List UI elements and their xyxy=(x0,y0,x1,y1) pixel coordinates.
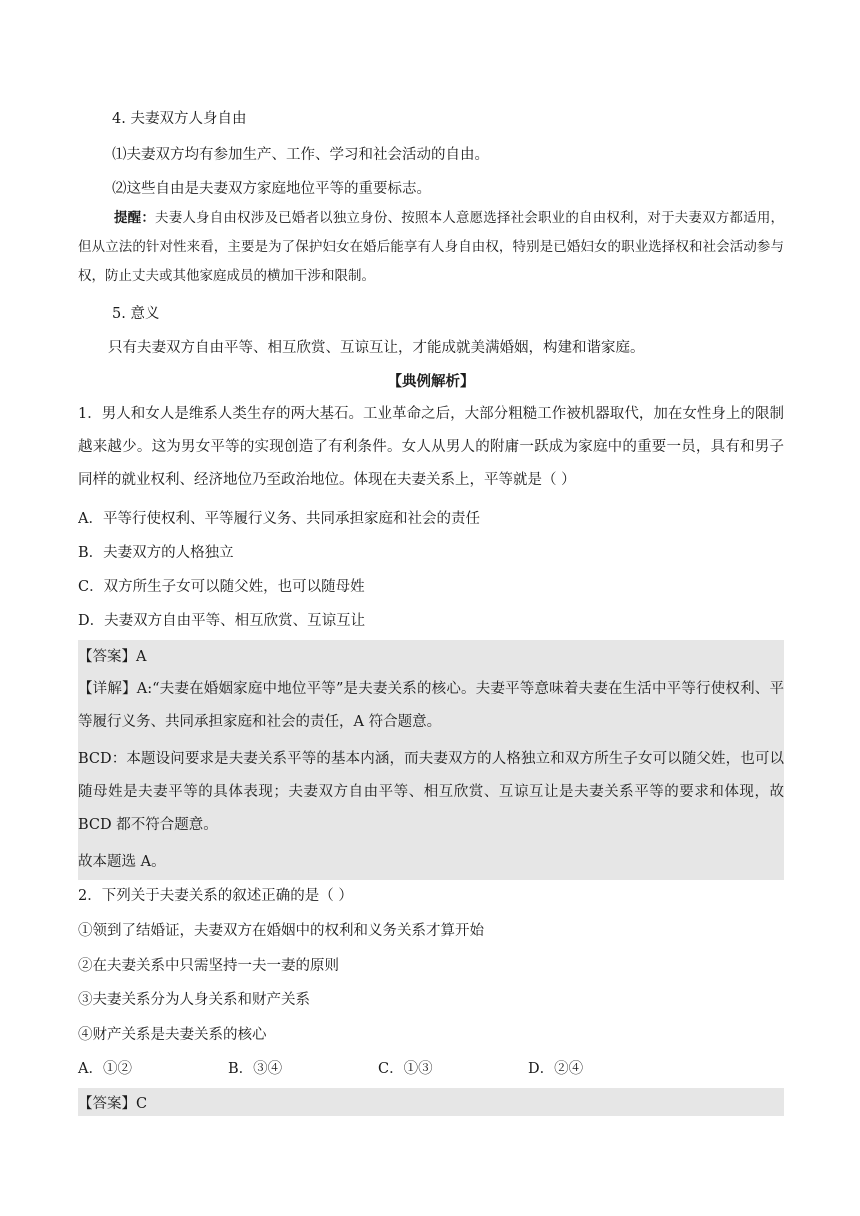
q2-option-b: B．③④ xyxy=(228,1061,283,1077)
examples-title: 【典例解析】 xyxy=(387,373,475,390)
q1-detail-a xyxy=(78,673,784,739)
section4-point2: ⑵这些自由是夫妻双方家庭地位平等的重要标志。 xyxy=(112,181,431,197)
q2-option-d: D．②④ xyxy=(528,1061,584,1077)
q1-conclusion: 故本题选 A。 xyxy=(78,854,166,870)
q1-detail-a-text: A:“夫妻在婚姻家庭中地位平等”是夫妻关系的核心。夫妻平等意味着夫妻在生活中平等行使权利、平等履行义务、共同承担家庭和社会的责任，A 符合题意。 xyxy=(78,681,784,730)
q2-item-4: ④财产关系是夫妻关系的核心 xyxy=(78,1027,267,1043)
q1-option-d: D．夫妻双方自由平等、相互欣赏、互谅互让 xyxy=(78,613,366,629)
q2-option-c: C．①③ xyxy=(378,1061,433,1077)
tip-label: 提醒： xyxy=(114,210,156,226)
q2-item-2: ②在夫妻关系中只需坚持一夫一妻的原则 xyxy=(78,958,339,974)
section4-heading: 4. 夫妻双方人身自由 xyxy=(112,111,247,127)
q2-answer: 【答案】C xyxy=(78,1096,148,1112)
section5-text: 只有夫妻双方自由平等、相互欣赏、互谅互让，才能成就美满婚姻，构建和谐家庭。 xyxy=(108,340,645,356)
q1-answer: 【答案】A xyxy=(78,649,147,665)
q1-option-c: C．双方所生子女可以随父姓，也可以随母姓 xyxy=(78,579,365,595)
section5-heading: 5. 意义 xyxy=(112,306,160,322)
q1-option-a: A．平等行使权利、平等履行义务、共同承担家庭和社会的责任 xyxy=(78,511,480,527)
section4-point1: ⑴夫妻双方均有参加生产、工作、学习和社会活动的自由。 xyxy=(112,147,489,163)
q2-stem: 2．下列关于夫妻关系的叙述正确的是（ ） xyxy=(78,888,353,904)
q1-detail-bcd: BCD：本题设问要求是夫妻关系平等的基本内涵，而夫妻双方的人格独立和双方所生子女可以随父姓，也可以随母姓是夫妻平等的具体表现；夫妻双方自由平等、相互欣赏、互谅互让是夫妻关系平等的要求和体现，故 BCD 都不符合题意。 xyxy=(78,751,784,833)
tip-paragraph xyxy=(78,204,784,291)
tip-text: 夫妻人身自由权涉及已婚者以独立身份、按照本人意愿选择社会职业的自由权利，对于夫妻双方都适用，但从立法的针对性来看，主要是为了保护妇女在婚后能享有人身自由权，特别是已婚妇女的职业选择权和社会活动参与权，防止丈夫或其他家庭成员的横加干涉和限制。 xyxy=(78,210,784,284)
q1-detail-label: 【详解】 xyxy=(78,681,137,697)
q2-item-1: ①领到了结婚证，夫妻双方在婚姻中的权利和义务关系才算开始 xyxy=(78,923,484,939)
q2-item-3: ③夫妻关系分为人身关系和财产关系 xyxy=(78,992,310,1008)
q1-stem: 1．男人和女人是维系人类生存的两大基石。工业革命之后，大部分粗糙工作被机器取代，加在女性身上的限制越来越少。这为男女平等的实现创造了有利条件。女人从男人的附庸一跃成为家庭中的重要一员，具有和男子同样的就业权利、经济地位乃至政治地位。体现在夫妻关系上，平等就是（ ） xyxy=(78,406,784,488)
q2-option-a: A．①② xyxy=(78,1061,132,1077)
q1-option-b: B．夫妻双方的人格独立 xyxy=(78,545,234,561)
